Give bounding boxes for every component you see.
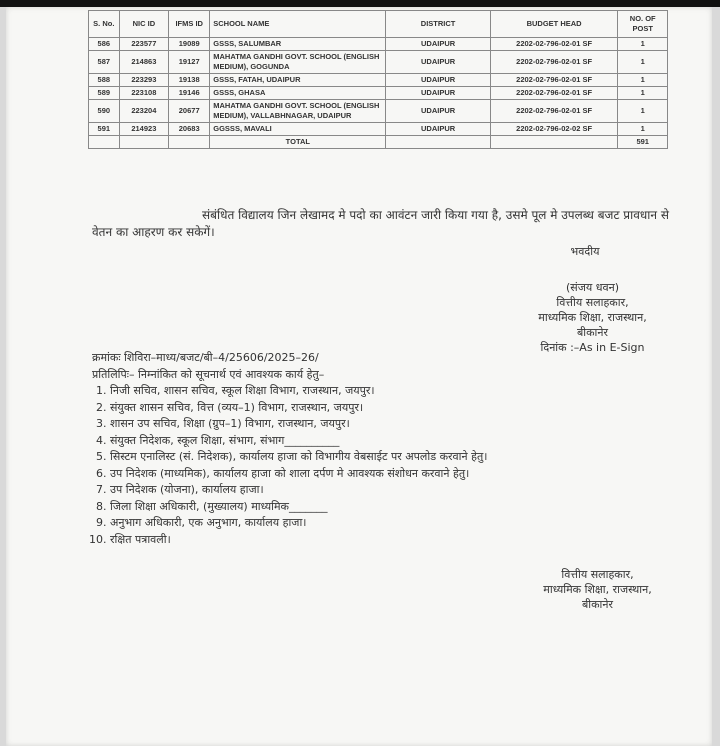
cell-nic-id: 223293 bbox=[119, 74, 169, 87]
cell-no-of-post: 1 bbox=[618, 38, 668, 51]
table-row bbox=[89, 38, 668, 51]
cell-school-name: GGSSS, MAVALI bbox=[210, 123, 386, 136]
table-row bbox=[89, 100, 668, 123]
cell-district: UDAIPUR bbox=[386, 74, 490, 87]
cell-ifms-id: 19146 bbox=[169, 87, 210, 100]
header-budget-head: BUDGET HEAD bbox=[490, 11, 618, 38]
table-row bbox=[89, 74, 668, 87]
copy-to-item: 7. उप निदेशक (योजना), कार्यालय हाजा। bbox=[110, 482, 487, 499]
cell-district: UDAIPUR bbox=[386, 38, 490, 51]
signatory-department: माध्यमिक शिक्षा, राजस्थान, bbox=[538, 311, 647, 324]
total-value: 591 bbox=[618, 136, 668, 149]
header-sno: S. No. bbox=[89, 11, 120, 38]
cell-budget-head: 2202-02-796-02-01 SF bbox=[490, 87, 618, 100]
signature-block bbox=[510, 280, 675, 355]
footer-signature bbox=[515, 567, 680, 612]
cell-no-of-post: 1 bbox=[618, 74, 668, 87]
copy-to-item: 2. संयुक्त शासन सचिव, वित्त (व्यय–1) विभाग, राजस्थान, जयपुर। bbox=[110, 400, 487, 417]
table-row bbox=[89, 87, 668, 100]
table-row bbox=[89, 123, 668, 136]
cell-nic-id: 223577 bbox=[119, 38, 169, 51]
copy-to-item: 9. अनुभाग अधिकारी, एक अनुभाग, कार्यालय हाजा। bbox=[110, 515, 487, 532]
cell-ifms-id: 19127 bbox=[169, 51, 210, 74]
cell-budget-head: 2202-02-796-02-01 SF bbox=[490, 38, 618, 51]
cell-ifms-id: 19089 bbox=[169, 38, 210, 51]
copy-to-item: 5. सिस्टम एनालिस्ट (सं. निदेशक), कार्यालय हाजा को विभागीय वेबसाईट पर अपलोड करवाने हेतु। bbox=[110, 449, 487, 466]
table-row bbox=[89, 51, 668, 74]
header-school-name: SCHOOL NAME bbox=[210, 11, 386, 38]
cell-nic-id: 223204 bbox=[119, 100, 169, 123]
cell-sno: 589 bbox=[89, 87, 120, 100]
cell-ifms-id: 19138 bbox=[169, 74, 210, 87]
header-district: DISTRICT bbox=[386, 11, 490, 38]
header-ifms-id: IFMS ID bbox=[169, 11, 210, 38]
total-label: TOTAL bbox=[210, 136, 386, 149]
footer-designation: वित्तीय सलाहकार, bbox=[561, 568, 634, 581]
cell-school-name: GSSS, SALUMBAR bbox=[210, 38, 386, 51]
cell-no-of-post: 1 bbox=[618, 87, 668, 100]
cell-district: UDAIPUR bbox=[386, 87, 490, 100]
copy-to-item: 10. रक्षित पत्रावली। bbox=[110, 532, 487, 549]
cell-school-name: GSSS, GHASA bbox=[210, 87, 386, 100]
closing: भवदीय bbox=[570, 245, 600, 258]
copy-to-item: 1. निजी सचिव, शासन सचिव, स्कूल शिक्षा विभाग, राजस्थान, जयपुर। bbox=[110, 383, 487, 400]
signatory-city: बीकानेर bbox=[576, 326, 609, 339]
cell-school-name: GSSS, FATAH, UDAIPUR bbox=[210, 74, 386, 87]
copy-to-item: 6. उप निदेशक (माध्यमिक), कार्यालय हाजा को शाला दर्पण मे आवश्यक संशोधन करवाने हेतु। bbox=[110, 466, 487, 483]
body-paragraph: संबंधित विद्यालय जिन लेखामद मे पदो का आवंटन जारी किया गया है, उसमे पूल मे उपलब्ध बजट प्रावधान से वेतन का आहरण कर सकेगें। bbox=[92, 208, 669, 239]
cell-nic-id: 223108 bbox=[119, 87, 169, 100]
reference-section bbox=[92, 350, 487, 548]
cell-no-of-post: 1 bbox=[618, 123, 668, 136]
header-nic-id: NIC ID bbox=[119, 11, 169, 38]
signatory-designation: वित्तीय सलाहकार, bbox=[556, 296, 629, 309]
cell-sno: 590 bbox=[89, 100, 120, 123]
signature-date: दिनांक :–As in E-Sign bbox=[540, 341, 645, 354]
table-header-row bbox=[89, 11, 668, 38]
cell-budget-head: 2202-02-796-02-01 SF bbox=[490, 100, 618, 123]
copy-to-item: 3. शासन उप सचिव, शिक्षा (ग्रुप–1) विभाग, राजस्थान, जयपुर। bbox=[110, 416, 487, 433]
cell-school-name: MAHATMA GANDHI GOVT. SCHOOL (ENGLISH MEDIUM), GOGUNDA bbox=[210, 51, 386, 74]
top-bar bbox=[0, 0, 720, 7]
cell-district: UDAIPUR bbox=[386, 51, 490, 74]
cell-no-of-post: 1 bbox=[618, 51, 668, 74]
cell-school-name: MAHATMA GANDHI GOVT. SCHOOL (ENGLISH MEDIUM), VALLABHNAGAR, UDAIPUR bbox=[210, 100, 386, 123]
cell-budget-head: 2202-02-796-02-02 SF bbox=[490, 123, 618, 136]
copy-to-label: प्रतिलिपिः– निम्नांकित को सूचनार्थ एवं आवश्यक कार्य हेतु– bbox=[92, 367, 325, 381]
cell-ifms-id: 20683 bbox=[169, 123, 210, 136]
signatory-name: (संजय धवन) bbox=[565, 281, 620, 294]
copy-to-item: 4. संयुक्त निदेशक, स्कूल शिक्षा, संभाग, संभाग__________ bbox=[110, 433, 487, 450]
cell-nic-id: 214923 bbox=[119, 123, 169, 136]
cell-budget-head: 2202-02-796-02-01 SF bbox=[490, 74, 618, 87]
copy-to-item: 8. जिला शिक्षा अधिकारी, (मुख्यालय) माध्यमिक_______ bbox=[110, 499, 487, 516]
cell-sno: 591 bbox=[89, 123, 120, 136]
footer-department: माध्यमिक शिक्षा, राजस्थान, bbox=[543, 583, 652, 596]
cell-district: UDAIPUR bbox=[386, 100, 490, 123]
cell-budget-head: 2202-02-796-02-01 SF bbox=[490, 51, 618, 74]
footer-city: बीकानेर bbox=[581, 598, 614, 611]
cell-sno: 588 bbox=[89, 74, 120, 87]
cell-nic-id: 214863 bbox=[119, 51, 169, 74]
school-post-table bbox=[88, 10, 668, 149]
cell-sno: 587 bbox=[89, 51, 120, 74]
cell-district: UDAIPUR bbox=[386, 123, 490, 136]
cell-ifms-id: 20677 bbox=[169, 100, 210, 123]
header-no-of-post: NO. OF POST bbox=[618, 11, 668, 38]
copy-to-list bbox=[92, 383, 487, 548]
reference-number: क्रमांकः शिविरा–माध्य/बजट/बी–4/25606/2025–26/ bbox=[92, 351, 319, 364]
cell-sno: 586 bbox=[89, 38, 120, 51]
cell-no-of-post: 1 bbox=[618, 100, 668, 123]
total-row bbox=[89, 136, 668, 149]
